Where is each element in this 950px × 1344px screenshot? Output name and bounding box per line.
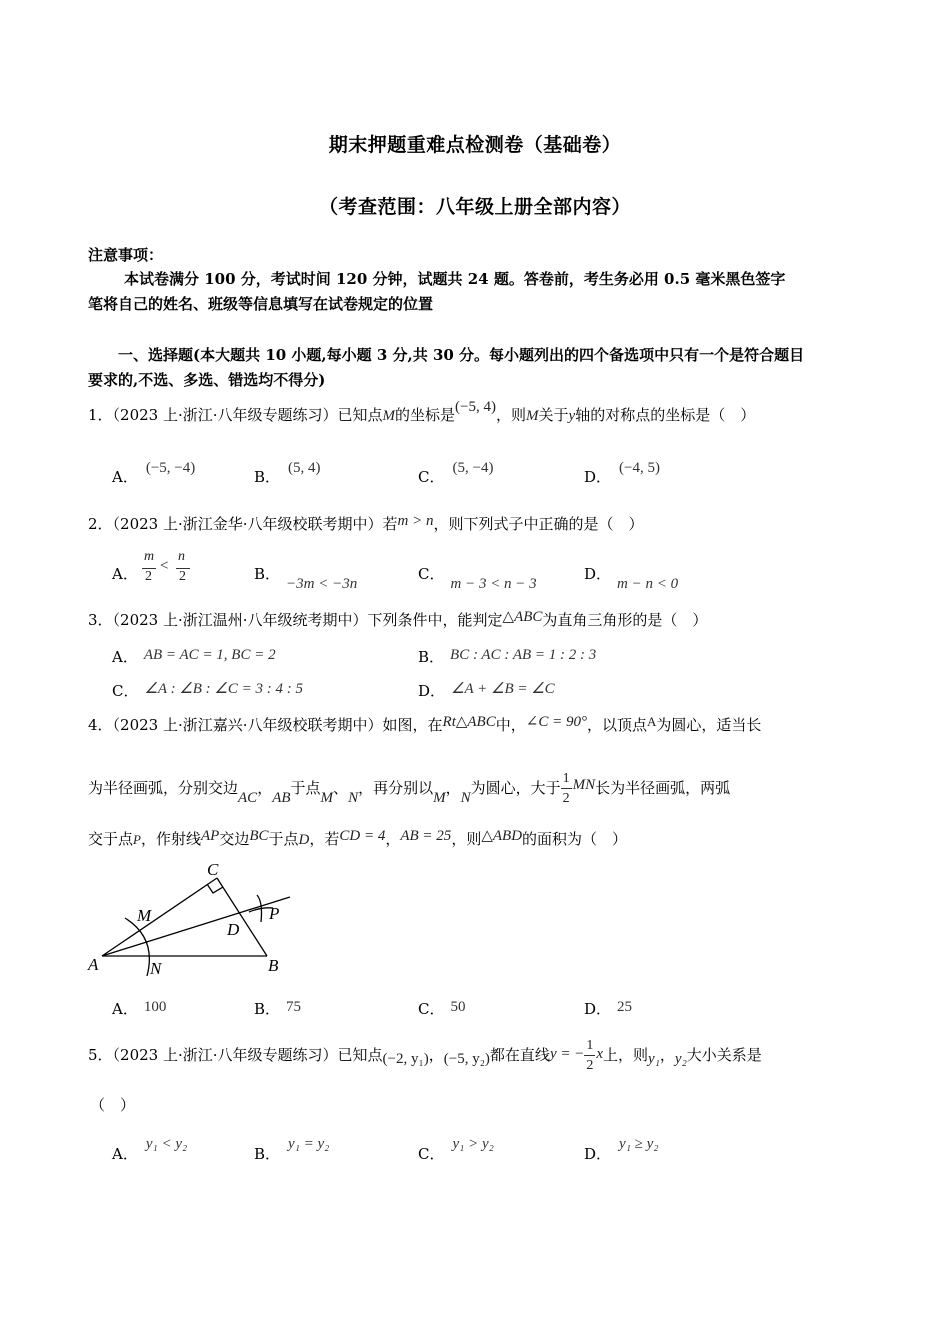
q5-option-c[interactable]	[418, 1136, 494, 1164]
q2-option-d[interactable]	[584, 563, 679, 592]
segment-ac	[102, 878, 217, 956]
question-source: （2023 上·浙江金华·八年级校联考期中）若	[112, 515, 398, 533]
question-source: （2023 上·浙江温州·八年级统考期中）下列条件中，能判定	[112, 611, 503, 629]
label-n: N	[150, 959, 162, 978]
option-letter: A．	[112, 648, 138, 666]
question-text: 为圆心，适当长	[656, 716, 762, 734]
option-letter: A．	[112, 565, 138, 583]
math-m: M	[433, 790, 446, 806]
label-b: B	[268, 956, 279, 975]
fraction-half	[584, 1038, 596, 1073]
option-letter: C．	[418, 1000, 445, 1018]
option-value: y₁ = y₂	[288, 1136, 330, 1152]
math-equation-rhs: x	[596, 1046, 604, 1062]
label-a: A	[88, 955, 99, 974]
question-3	[88, 608, 707, 633]
fraction-half	[561, 771, 573, 806]
option-value: ∠A : ∠B : ∠C = 3 : 4 : 5	[144, 681, 303, 697]
option-letter: C．	[418, 1145, 445, 1163]
option-value: AB = AC = 1, BC = 2	[143, 647, 276, 663]
question-text: 长为半径画弧，两弧	[595, 779, 731, 797]
notice-heading: 注意事项：	[88, 246, 164, 264]
option-value: m − n < 0	[617, 576, 679, 592]
notice-line-2: 笔将自己的姓名、班级等信息填写在试卷规定的位置	[88, 295, 434, 313]
q1-option-a[interactable]	[112, 460, 196, 487]
question-4-line-2	[88, 771, 731, 806]
math-ab: AB = 25	[400, 828, 452, 844]
question-text: 于点	[268, 830, 299, 848]
math-angle: ∠C = 90°	[525, 714, 587, 730]
option-letter: C．	[112, 682, 139, 700]
question-number: 2．	[88, 515, 113, 533]
fraction-numerator: m	[144, 549, 155, 564]
math-m: M	[526, 408, 539, 424]
question-5-answer-paren: （ ）	[90, 1096, 136, 1114]
question-4-line-1	[88, 713, 761, 738]
question-text: 交边	[219, 830, 250, 848]
option-value: (5, 4)	[288, 460, 321, 476]
option-letter: D．	[584, 468, 612, 486]
option-value: y₁ > y₂	[452, 1136, 494, 1152]
question-text: ，则下列式子中正确的是（ ）	[433, 515, 644, 533]
label-c: C	[207, 860, 219, 879]
option-value: (−4, 5)	[619, 460, 660, 476]
fraction-numerator: 1	[562, 771, 570, 786]
math-triangle: △ABC	[502, 609, 543, 625]
math-condition: m > n	[397, 513, 434, 529]
question-text: 轴的对称点的坐标是（ ）	[575, 406, 756, 424]
q4-option-a[interactable]	[112, 998, 166, 1019]
math-p: P	[133, 832, 141, 847]
q4-option-c[interactable]	[418, 998, 465, 1019]
label-p: P	[269, 904, 280, 923]
question-1	[88, 399, 756, 428]
question-5-line-1	[88, 1038, 762, 1073]
q2-option-c[interactable]	[418, 563, 537, 592]
option-letter: B．	[254, 565, 281, 583]
option-letter: B．	[254, 468, 281, 486]
option-value: BC : AC : AB = 1 : 2 : 3	[450, 647, 597, 663]
option-value: 75	[286, 999, 302, 1015]
fraction-denominator: 2	[145, 569, 152, 584]
option-letter: B．	[254, 1000, 281, 1018]
question-text: ，作射线	[140, 830, 201, 848]
question-text: 交于点	[88, 830, 134, 848]
question-text: ，则	[496, 406, 527, 424]
question-2	[88, 512, 644, 537]
option-letter: D．	[584, 565, 612, 583]
exam-subtitle: （考查范围：八年级上册全部内容）	[318, 196, 631, 218]
option-letter: A．	[112, 468, 138, 486]
q3-option-b[interactable]	[418, 646, 596, 667]
option-value	[142, 549, 197, 589]
option-value: (−5, −4)	[145, 460, 196, 476]
math-ap: AP	[200, 828, 220, 844]
option-value: y₁ < y₂	[145, 1136, 188, 1152]
fraction-denominator: 2	[586, 1058, 594, 1073]
triangle-figure	[85, 858, 305, 978]
question-source: （2023 上·浙江·八年级专题练习）已知点	[112, 1046, 383, 1064]
q5-option-b[interactable]	[254, 1136, 330, 1164]
math-n: N	[348, 790, 359, 806]
math-m: M	[320, 790, 334, 806]
q4-option-b[interactable]	[254, 998, 301, 1019]
option-value: 25	[617, 999, 633, 1015]
q2-option-a[interactable]	[112, 549, 186, 584]
option-value: (5, −4)	[452, 460, 494, 476]
option-value: 50	[450, 999, 466, 1015]
q5-option-d[interactable]	[584, 1136, 659, 1164]
math-a: A	[646, 714, 657, 729]
question-number: 1．	[88, 406, 113, 424]
fraction-denominator: 2	[562, 791, 570, 806]
math-right-triangle: Rt△ABC	[442, 714, 496, 730]
question-text: ，若	[309, 830, 340, 848]
question-4-line-3	[88, 827, 627, 852]
q3-option-d[interactable]	[418, 680, 555, 701]
question-text: 的面积为（ ）	[522, 830, 628, 848]
fraction-denominator: 2	[179, 569, 186, 584]
option-letter: A．	[112, 1145, 138, 1163]
option-value: m − 3 < n − 3	[450, 576, 537, 592]
math-point-1: (−2, y₁)	[382, 1051, 429, 1067]
question-text: 为半径画弧，分别交边	[88, 779, 239, 797]
question-text: 为直角三角形的是（ ）	[542, 611, 708, 629]
math-y2: y₂	[674, 1051, 687, 1067]
question-text: 中，	[495, 716, 526, 734]
q4-option-d[interactable]	[584, 998, 632, 1019]
math-ac: AC	[238, 790, 258, 806]
q1-option-d[interactable]	[584, 460, 660, 487]
question-text: 大小关系是	[686, 1046, 762, 1064]
q3-option-c[interactable]	[112, 680, 303, 701]
question-text: ，	[257, 779, 273, 797]
q1-option-c[interactable]	[418, 460, 494, 487]
exam-title: 期末押题重难点检测卷（基础卷）	[328, 134, 622, 156]
option-letter: B．	[254, 1145, 281, 1163]
question-text: 关于	[538, 406, 569, 424]
question-source: （2023 上·浙江·八年级专题练习）已知点	[112, 406, 383, 424]
option-letter: D．	[418, 682, 446, 700]
question-text: ，再分别以	[358, 779, 434, 797]
fraction-numerator: n	[178, 549, 185, 564]
math-n: N	[460, 790, 471, 806]
label-m: M	[137, 906, 152, 925]
math-point-2: (−5, y₂)	[443, 1051, 490, 1067]
math-ab: AB	[272, 790, 291, 806]
question-text: 上，则	[603, 1046, 649, 1064]
question-text: ，	[385, 830, 401, 848]
question-text: 的坐标是	[395, 406, 456, 424]
option-letter: B．	[418, 648, 445, 666]
math-m: M	[382, 408, 396, 424]
option-letter: D．	[584, 1145, 612, 1163]
math-d: D	[298, 832, 310, 848]
question-text: ，	[659, 1046, 675, 1064]
q1-option-b[interactable]	[254, 460, 321, 487]
option-letter: C．	[418, 468, 445, 486]
math-equation-lhs: y = −	[549, 1046, 585, 1062]
option-value: y₁ ≥ y₂	[619, 1136, 659, 1152]
notice-line-1: 本试卷满分 100 分，考试时间 120 分钟，试题共 24 题。答卷前，考生务必用 0.5 毫米黑色签字	[124, 270, 786, 288]
question-source: （2023 上·浙江嘉兴·八年级校联考期中）如图，在	[112, 716, 443, 734]
option-value: −3m < −3n	[286, 576, 358, 592]
section-heading-line-1: 一、选择题(本大题共 10 小题,每小题 3 分,共 30 分。每小题列出的四个备选项中只有一个是符合题目	[118, 346, 805, 364]
question-number: 5．	[88, 1046, 113, 1064]
math-y: y	[568, 408, 576, 424]
q2-option-b[interactable]	[254, 563, 358, 592]
option-value: ∠A + ∠B = ∠C	[451, 681, 555, 697]
math-bc: BC	[249, 828, 269, 844]
option-letter: C．	[418, 565, 445, 583]
option-letter: D．	[584, 1000, 612, 1018]
question-text: 于点	[290, 779, 321, 797]
fraction-numerator: 1	[586, 1038, 594, 1053]
math-cd: CD = 4	[339, 828, 386, 844]
math-mn: MN	[572, 777, 596, 793]
math-coordinate: (−5, 4)	[455, 399, 496, 415]
math-triangle-abd: △ABD	[481, 828, 523, 844]
question-text: ，则	[451, 830, 482, 848]
question-text: ，以顶点	[586, 716, 647, 734]
label-d: D	[227, 920, 240, 939]
q5-option-a[interactable]	[112, 1136, 188, 1164]
question-text: ，	[445, 779, 461, 797]
question-number: 4．	[88, 716, 113, 734]
option-value: 100	[143, 999, 167, 1015]
relation-sign: <	[160, 558, 169, 574]
section-heading-line-2: 要求的,不选、多选、错选均不得分)	[88, 371, 326, 389]
question-text: 、	[333, 779, 349, 797]
question-text: ，	[428, 1046, 444, 1064]
question-text: 为圆心，大于	[470, 779, 561, 797]
math-y1: y₁	[648, 1051, 660, 1067]
q3-option-a[interactable]	[112, 646, 276, 667]
option-letter: A．	[112, 1000, 138, 1018]
question-number: 3．	[88, 611, 113, 629]
right-angle-mark	[207, 884, 223, 893]
question-text: 都在直线	[489, 1046, 550, 1064]
